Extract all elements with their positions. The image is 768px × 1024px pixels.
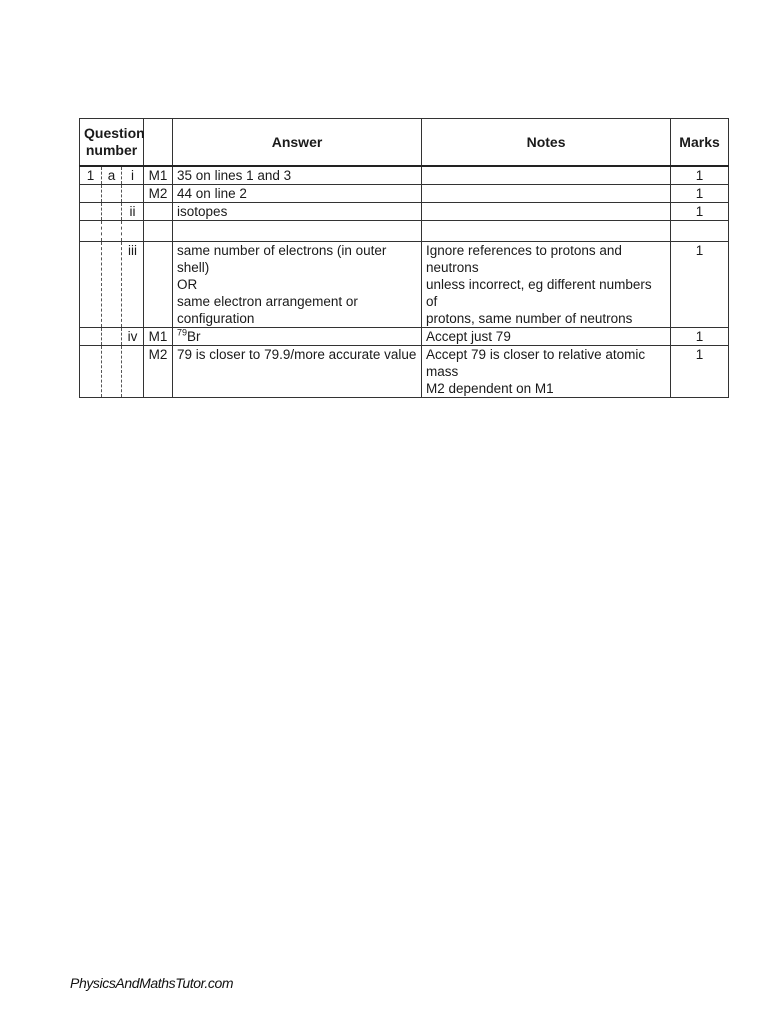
notes-line: M2 dependent on M1 <box>426 381 554 396</box>
part-cell: iv <box>122 328 144 346</box>
answer-header: Answer <box>173 119 422 167</box>
notes-cell <box>422 346 671 398</box>
marks-cell: 1 <box>671 328 729 346</box>
mark-code-cell <box>144 242 173 328</box>
notes-line: Accept 79 is closer to relative atomic mass <box>426 347 646 379</box>
table-row <box>80 185 729 203</box>
part-cell <box>122 185 144 203</box>
table-row <box>80 328 729 346</box>
question-cell <box>80 185 102 203</box>
mark-code-cell: M2 <box>144 185 173 203</box>
mark-code-cell: M1 <box>144 328 173 346</box>
marks-cell <box>671 221 729 242</box>
answer-line: OR <box>177 277 198 292</box>
notes-cell <box>422 166 671 185</box>
notes-line: Ignore references to protons and neutrons <box>426 243 622 275</box>
answer-cell: isotopes <box>173 203 422 221</box>
marks-cell: 1 <box>671 203 729 221</box>
question-cell <box>80 221 102 242</box>
mark-code-cell <box>144 221 173 242</box>
sub-question-cell: a <box>102 166 122 185</box>
question-cell: 1 <box>80 166 102 185</box>
mark-code-cell <box>144 203 173 221</box>
mark-scheme-table <box>79 118 729 398</box>
part-cell: ii <box>122 203 144 221</box>
notes-cell <box>422 203 671 221</box>
sub-question-cell <box>102 346 122 398</box>
table-row <box>80 346 729 398</box>
marks-header: Marks <box>671 119 729 167</box>
mass-number-superscript: 79 <box>177 327 188 338</box>
part-cell <box>122 221 144 242</box>
sub-question-cell <box>102 203 122 221</box>
question-cell <box>80 346 102 398</box>
mark-code-cell: M1 <box>144 166 173 185</box>
sub-question-cell <box>102 242 122 328</box>
marks-cell: 1 <box>671 166 729 185</box>
marks-cell: 1 <box>671 242 729 328</box>
notes-cell: Accept just 79 <box>422 328 671 346</box>
question-cell <box>80 242 102 328</box>
table-row <box>80 166 729 185</box>
mark-code-cell: M2 <box>144 346 173 398</box>
answer-line: same number of electrons (in outer shell) <box>177 243 387 275</box>
answer-cell <box>173 328 422 346</box>
sub-question-cell <box>102 328 122 346</box>
marks-cell: 1 <box>671 346 729 398</box>
answer-line: same electron arrangement or configuration <box>177 294 358 326</box>
table-row <box>80 242 729 328</box>
part-cell: iii <box>122 242 144 328</box>
sub-question-cell <box>102 185 122 203</box>
answer-cell <box>173 221 422 242</box>
notes-cell <box>422 221 671 242</box>
footer-site-name: PhysicsAndMathsTutor.com <box>70 975 234 991</box>
notes-cell <box>422 242 671 328</box>
notes-header: Notes <box>422 119 671 167</box>
table-row <box>80 221 729 242</box>
part-cell: i <box>122 166 144 185</box>
table-row <box>80 203 729 221</box>
answer-cell: 79 is closer to 79.9/more accurate value <box>173 346 422 398</box>
question-number-header: Question number <box>80 119 144 167</box>
question-cell <box>80 203 102 221</box>
mark-code-header <box>144 119 173 167</box>
part-cell <box>122 346 144 398</box>
header-row <box>80 119 729 167</box>
notes-line: protons, same number of neutrons <box>426 311 633 326</box>
answer-cell: 35 on lines 1 and 3 <box>173 166 422 185</box>
marks-cell: 1 <box>671 185 729 203</box>
question-cell <box>80 328 102 346</box>
answer-cell: 44 on line 2 <box>173 185 422 203</box>
notes-cell <box>422 185 671 203</box>
answer-cell <box>173 242 422 328</box>
element-symbol: Br <box>187 329 201 344</box>
notes-line: unless incorrect, eg different numbers of <box>426 277 652 309</box>
sub-question-cell <box>102 221 122 242</box>
